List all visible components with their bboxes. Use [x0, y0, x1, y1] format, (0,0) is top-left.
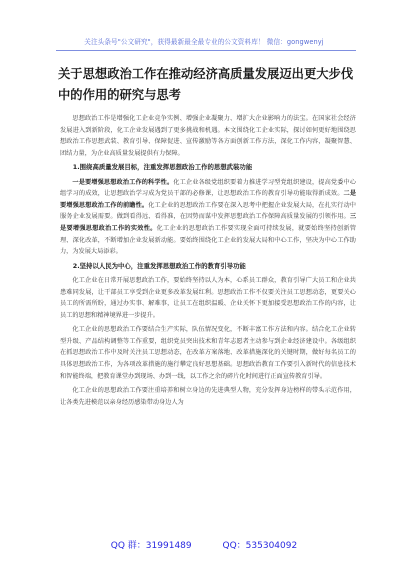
section-2-paragraph-3: 化工企业的思想政治工作要注重培养和树立身边的先进典型人物，充分发挥身边榜样的带头示范作用，让各类先进模范以亲身经历感染带动身边人为	[60, 387, 356, 406]
point-2-text: 化工企业的思想政治工作要在深入思考中把握企业发展大局，在扎实行动中服务企业发展需要。做到看得远、看得准，在因势而谋中发挥思想政治工作保障高质量发展的引领作用。	[60, 201, 356, 221]
point-1-label: 一是要增强思想政治工作的科学性。	[72, 178, 174, 186]
header-divider	[56, 50, 356, 51]
point-1-text: 化工企业各级党组织要着力推进学习型党组织建设，提高党委中心组学习的成效，让思想政治学习成为党员干部的必修课，让思想政治工作的教育引导功能取得新成效。	[60, 178, 357, 198]
footer-contact	[0, 538, 408, 551]
document-body	[60, 113, 356, 411]
point-3-text: 化工企业的思想政治工作要实现全面可持续发展，就要始终坚持创新管理、深化改革，不断增加企业发展新动能。要始终围绕化工企业的发展大局和中心工作，坚决为中心工作助力，为发展大局添彩。	[60, 224, 357, 256]
header-banner: 关注头条号"公文研究"，获得最新最全最专业的公文资料库！ 微信：gongwenyj	[84, 38, 324, 46]
intro-paragraph: 思想政治工作是增强化工企业竞争实例、增强企业凝聚力、增扩大企业影响力的法宝。在国家社会经济发展进入到新阶段，化工企业发展遇到了更多挑战和机遇。本文围绕化工企业实际，探讨如何更好地围绕思想政治工作思想武装、教育引导、保障促进、宣传激励等各方面创新工作方法，深化工作内容，凝聚智慧、团结力量，为企业高质量发展提供有力保障。	[60, 115, 356, 157]
section-2-paragraph-2: 化工企业的思想政治工作要结合生产实际，队伍情况变化，不断丰富工作方法和内容。结合化工企业转型升级、产品结构调整等工作重要，组织党员突出技术和青年志愿者主动参与到企业经济建设中。各级组织在抓思想政治工作中及时关注员工思想动态，在改革方案落地、改革措施深化的关键时期，做好每名员工的具体思想政治工作，为各项改革措施的施行攀定良好思想基础。思想政治教育工作要引入新时代的信息技术和智能终端，把教育课堂办到现场、办到一线，以工作之余的碎片化时间进行正面宣传教育引导。	[60, 326, 356, 380]
section-1-heading: 1.围绕高质量发展目标，注重发挥思想政治工作的思想武装功能	[72, 163, 253, 172]
section-2-heading: 2.坚持以人民为中心，注重发挥思想政治工作的教育引导功能	[72, 261, 246, 270]
document-title: 关于思想政治工作在推动经济高质量发展迈出更大步伐中的作用的研究与思考	[58, 67, 354, 102]
point-2-label: 二是要增强思想政治工作的前瞻性。	[60, 190, 357, 209]
footer-qq: QQ：535304092	[222, 541, 298, 551]
section-1-paragraph	[60, 177, 356, 258]
point-3-label: 三是要增强思想政治工作的实效性。	[60, 213, 356, 232]
footer-qq-group: QQ 群：31991489	[110, 541, 192, 551]
section-2-paragraph-1: 化工企业在日常开展思想政治工作，要始终坚持以人为本，心系员工群众，教育引导广大员工和企业共患难同发展，让干部员工享受到企业更多改革发展红利。思想政治工作不仅要关注员工思想动态，更要关心员工的所需所盼，通过办实事、解难事，让员工在组织温暖、企业关怀下更加接受思想政治工作的内容，让员工的思想和精神境界进一步提升。	[60, 277, 356, 319]
